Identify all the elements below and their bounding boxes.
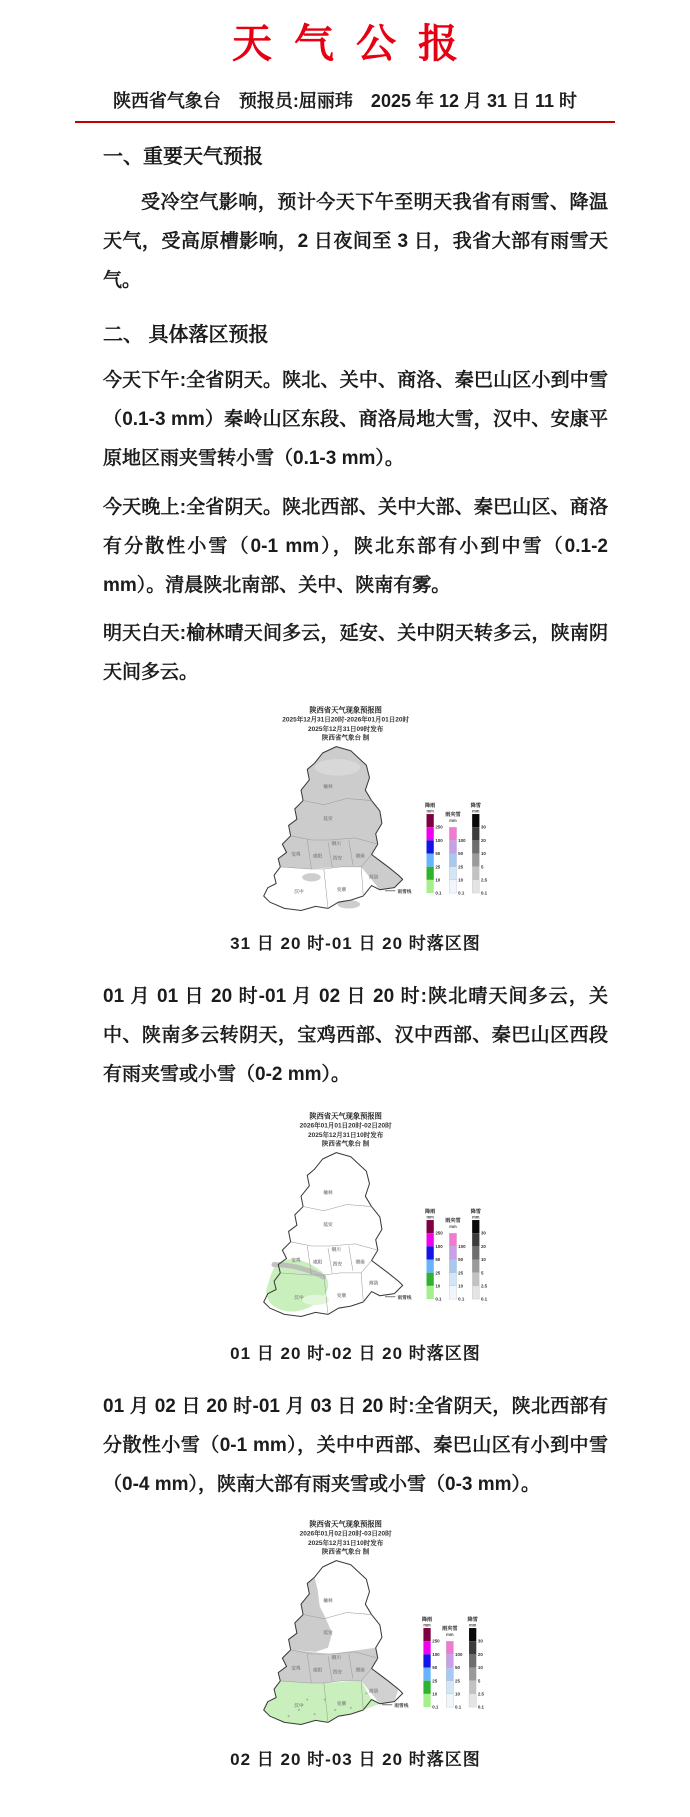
city-label: 延安 [322,1629,333,1635]
map1-caption: 31 日 20 时-01 日 20 时落区图 [230,934,481,954]
legend-rain-value: 50 [434,851,440,857]
paragraph-tomorrow: 明天白天:榆林晴天间多云，延安、关中阴天转多云，陕南阴天间多云。 [103,623,608,684]
city-label: 宝鸡 [290,1665,301,1671]
legend-rain-column [421,1614,439,1709]
legend-snow-swatch [472,814,479,827]
legend-rain-swatch [423,1694,430,1707]
legend-snow-value: 30 [480,825,486,831]
legend-rain-swatch [426,828,433,841]
weather-map-figure-2 [103,1105,608,1333]
legend-snow-value: 20 [480,1243,486,1249]
legend-snow-swatch [472,1260,479,1273]
city-label: 宝鸡 [290,851,301,857]
legend-snow-value: 0.1 [480,1296,487,1302]
map2-title: 陕西省天气现象预报图 [308,1111,382,1121]
legend-rain-unit: mm [422,1622,431,1628]
legend-snow-unit: mm [471,808,479,814]
city-label: 榆林 [322,784,333,790]
legend-snow-value: 2.5 [477,1691,484,1697]
city-label: 安康 [336,1700,346,1706]
legend-snow-unit: mm [468,1622,476,1628]
legend-rain-value: 0.1 [434,890,442,896]
city-label: 商洛 [368,1687,378,1693]
map1-maker: 陕西省气象台 制 [321,734,369,742]
city-label: 铜川 [331,1247,341,1253]
city-label: 西安 [332,1669,342,1675]
legend-rain-title: 降雨 [424,1208,435,1215]
paragraph-tonight: 今天晚上:全省阴天。陕北西部、关中大部、秦巴山区、商洛有分散性小雪（0-1 mm），陕北东部有小到中雪（0.1-2 mm）。清晨陕北南部、关中、陕南有雾。 [103,496,608,596]
city-label: 咸阳 [312,1667,322,1673]
legend-snow-swatch [472,841,479,854]
legend-sleet-swatch [449,1233,456,1246]
legend-snow-swatch [469,1667,476,1680]
border-yulin-yanan [303,1204,371,1210]
legend-rain-value: 25 [434,864,440,870]
legend-snow-value: 20 [477,1651,483,1657]
legend-sleet-swatch [446,1641,453,1654]
legend-snow-value: 20 [480,838,486,844]
city-label: 铜川 [331,841,341,847]
legend-sleet-unit: mm [448,818,457,824]
legend-sleet-column [445,810,466,896]
map1-title: 陕西省天气现象预报图 [308,705,382,715]
map3-range: 2026年01月02日20时-03日20时 [299,1530,392,1538]
legend-rain-swatch [426,814,433,827]
legend-sleet-swatch [446,1680,453,1693]
legend-rain-swatch [423,1641,430,1654]
border-ankang-shangluo [361,867,363,896]
legend-rain-value: 100 [434,838,443,844]
border-xian-weinan [348,1246,352,1271]
paragraph-jan1: 01 月 01 日 20 时-01 月 02 日 20 时:陕北晴天间多云，关中、陕南多云转阴天，宝鸡西部、汉中西部、秦巴山区西段有雨夹雪或小雪（0-2 mm）。 [103,986,608,1086]
legend-snow-value: 0.1 [477,1704,484,1710]
legend-rain-unit: mm [425,808,434,814]
city-label: 汉中 [293,1294,304,1300]
map2-caption: 01 日 20 时-02 日 20 时落区图 [230,1343,481,1363]
city-label: 榆林 [322,1597,333,1603]
map1-range: 2025年12月31日20时-2026年01月01日20时 [281,717,409,725]
section2-heading: 二、 具体落区预报 [103,323,269,346]
section1-paragraph: 受冷空气影响，预计今天下午至明天我省有雨雪、降温天气，受高原槽影响，2 日夜间至 3 日，我省大部有雨雪天气。 [103,192,608,291]
section1-heading: 一、重要天气预报 [103,146,263,168]
legend-rain-swatch [423,1654,430,1667]
legend-rain-swatch [426,867,433,880]
legend-snow-value: 5 [477,1677,480,1683]
legend-snow-swatch [472,1233,479,1246]
legend-rain-swatch [423,1667,430,1680]
map3-rain-area-south [263,1681,379,1725]
legend-sleet-value: 25 [457,864,463,870]
legend-snow-swatch [469,1628,476,1641]
map1-snow-overlay [278,747,402,909]
legend-snow-title: 降雪 [470,1208,481,1215]
map2-maker: 陕西省气象台 制 [321,1140,369,1148]
city-label: 汉中 [293,889,304,895]
page-title: 天气公报 [232,22,480,66]
legend-snow-value: 2.5 [480,877,487,883]
city-label: 榆林 [322,1190,333,1196]
legend-snow-title: 降雪 [466,1616,478,1623]
legend-sleet-swatch [446,1694,453,1707]
legend-rain-swatch [426,1220,433,1233]
legend-snow-value: 5 [480,1270,483,1276]
legend-rain-swatch [423,1628,430,1641]
city-label: 渭南 [354,1259,365,1265]
legend-sleet-title: 雨夹雪 [444,812,461,819]
legend-snow-swatch [469,1641,476,1654]
weather-map-3 [216,1515,496,1739]
city-label: 咸阳 [312,853,322,859]
legend-rain-value: 10 [434,877,440,883]
legend-rain-column [424,1207,442,1302]
legend-rain-swatch [426,880,433,893]
legend-rain-swatch [426,841,433,854]
legend-sleet-value: 100 [457,838,466,844]
city-label: 安康 [336,887,346,893]
legend-snow-value: 30 [480,1230,486,1236]
legend-sleet-title: 雨夹雪 [444,1218,461,1225]
legend-rain-value: 0.1 [434,1296,442,1302]
legend-sleet-swatch [449,1286,456,1299]
legend-rain-swatch [426,1260,433,1273]
map3-caption: 02 日 20 时-03 日 20 时落区图 [230,1749,481,1769]
legend-snow-value: 30 [477,1638,483,1644]
legend-sleet-value: 100 [457,1243,466,1249]
city-label: 商洛 [368,874,378,880]
weather-map-2 [216,1105,496,1333]
legend-rain-value: 25 [431,1677,437,1683]
legend-snow-value: 5 [480,864,483,870]
legend-snow-value: 10 [480,851,486,857]
city-label: 铜川 [331,1654,341,1660]
legend-sleet-unit: mm [445,1631,454,1637]
legend-rain-unit: mm [425,1214,434,1220]
border-hanzhong-ankang [323,869,327,908]
map3-snow-area-northwest [288,1577,332,1652]
legend-snow-swatch [472,1273,479,1286]
legend-rain-value: 10 [431,1691,437,1697]
legend-snow-swatch [472,1220,479,1233]
legend-sleet-swatch [449,854,456,867]
map2-rain-light-patch [302,1295,329,1305]
legend-snow-swatch [472,880,479,893]
legend-snow-value: 0.1 [480,890,487,896]
legend-rain-value: 10 [434,1283,440,1289]
city-label: 西安 [332,1261,342,1267]
legend-sleet-value: 0.1 [457,890,464,896]
weather-map-figure-1 [103,703,608,923]
legend-sleet-swatch [449,880,456,893]
legend-sleet-value: 50 [457,851,463,857]
city-label: 延安 [322,1222,333,1228]
legend-rain-value: 100 [434,1243,443,1249]
legend-sleet-title: 雨夹雪 [441,1625,458,1632]
legend-rain-value: 50 [434,1257,440,1263]
meta-line: 陕西省气象台 预报员:屈丽玮 2025 年 12 月 31 日 11 时 [112,91,578,111]
legend-sleet-value: 10 [457,1283,463,1289]
legend-snow-value: 10 [480,1257,486,1263]
legend-rain-swatch [426,1286,433,1299]
legend-snow-swatch [472,1246,479,1259]
legend-sleet-swatch [449,1260,456,1273]
legend-rain-value: 250 [434,1230,443,1236]
legend-rain-swatch [426,1246,433,1259]
legend-snow-swatch [469,1694,476,1707]
meta-underline [75,87,615,123]
legend-snow-swatch [472,854,479,867]
city-label: 商洛 [368,1280,378,1286]
legend-rain-column [424,801,442,896]
city-label: 西安 [332,855,342,861]
paragraph-jan2: 01 月 02 日 20 时-01 月 03 日 20 时:全省阴天，陕北西部有分散性小雪（0-1 mm），关中中西部、秦巴山区有小到中雪（0-4 mm），陕南大部有雨夹雪或小雪（0-3 mm）。 [103,1395,608,1495]
map2-precip-overlay [266,1259,329,1311]
city-label: 安康 [336,1292,346,1298]
legend-sleet-column [445,1216,466,1302]
boundary-note-label: 雨雪线 [396,1294,411,1300]
city-label: 汉中 [293,1702,304,1708]
legend-sleet-value: 25 [454,1677,460,1683]
legend-sleet-value: 50 [454,1664,460,1670]
legend-rain-value: 25 [434,1270,440,1276]
bulletin-content [0,137,690,1777]
legend-snow-swatch [472,828,479,841]
map3-issued: 2025年12月31日10时发布 [307,1539,383,1547]
legend-snow-value: 10 [477,1664,483,1670]
legend-rain-swatch [426,1233,433,1246]
legend-sleet-swatch [449,1273,456,1286]
legend-sleet-value: 100 [454,1651,462,1657]
legend-sleet-value: 0.1 [454,1704,461,1710]
legend-rain-value: 50 [431,1664,437,1670]
legend-sleet-column [442,1624,463,1710]
legend-sleet-value: 25 [457,1270,463,1276]
paragraph-today-afternoon: 今天下午:全省阴天。陕北、关中、商洛、秦巴山区小到中雪（0.1-3 mm）秦岭山区东段、商洛局地大雪，汉中、安康平原地区雨夹雪转小雪（0.1-3 mm）。 [103,369,608,469]
legend-snow-column [470,801,487,896]
legend-sleet-swatch [449,828,456,841]
legend-sleet-swatch [446,1667,453,1680]
legend-sleet-unit: mm [448,1223,457,1229]
weather-map-figure-3 [103,1515,608,1739]
legend-sleet-value: 10 [454,1691,460,1697]
legend-sleet-swatch [446,1654,453,1667]
legend-snow-swatch [472,867,479,880]
city-label: 咸阳 [312,1259,322,1265]
map2-issued: 2025年12月31日10时发布 [307,1132,383,1140]
legend-snow-column [467,1614,484,1709]
legend-sleet-swatch [449,841,456,854]
map2-range: 2026年01月01日20时-02日20时 [299,1122,392,1130]
city-label: 渭南 [354,1667,365,1673]
city-label: 渭南 [354,853,365,859]
legend-snow-swatch [469,1680,476,1693]
map1-issued: 2025年12月31日09时发布 [307,726,383,734]
boundary-note-label: 雨雪线 [396,889,411,895]
border-ankang-shangluo [361,1273,363,1302]
legend-rain-swatch [426,1273,433,1286]
legend-rain-title: 降雨 [421,1616,432,1623]
legend-snow-swatch [469,1654,476,1667]
map3-maker: 陕西省气象台 制 [321,1547,369,1555]
legend-rain-swatch [426,854,433,867]
legend-snow-value: 2.5 [480,1283,487,1289]
legend-rain-title: 降雨 [424,803,435,810]
legend-snow-column [470,1207,487,1302]
city-label: 延安 [322,816,333,822]
legend-snow-title: 降雪 [470,803,481,810]
legend-rain-swatch [423,1680,430,1693]
boundary-note-label: 雨雪线 [393,1702,408,1708]
legend-rain-value: 100 [431,1651,440,1657]
legend-sleet-value: 50 [457,1257,463,1263]
legend-rain-value: 250 [434,825,443,831]
legend-rain-value: 0.1 [431,1704,438,1710]
map1-snow-light-band [314,759,360,776]
weather-map-1 [216,703,496,923]
legend-sleet-value: 0.1 [457,1296,464,1302]
precipitation-legend-proto [381,1614,484,1709]
map3-title: 陕西省天气现象预报图 [308,1519,382,1529]
map1-snow-patch-hanzhong [302,873,321,881]
legend-sleet-swatch [449,1246,456,1259]
legend-snow-swatch [472,1286,479,1299]
legend-rain-value: 250 [431,1638,440,1644]
legend-sleet-swatch [449,867,456,880]
city-label: 宝鸡 [290,1257,301,1263]
legend-snow-unit: mm [471,1214,479,1220]
legend-sleet-value: 10 [457,877,463,883]
